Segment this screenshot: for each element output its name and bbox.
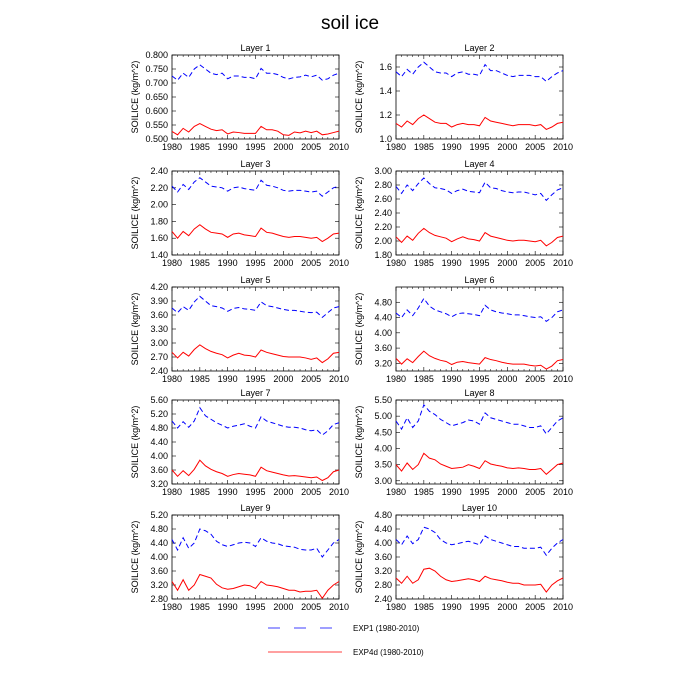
panel-title-layer-9: Layer 9: [240, 503, 271, 513]
y-tick-label: 4.80: [374, 510, 392, 520]
y-tick-label: 0.550: [145, 120, 168, 130]
y-tick-label: 3.90: [150, 296, 168, 306]
y-axis-label-layer-8: SOILICE (kg/m^2): [354, 405, 364, 479]
plot-frame-layer-9: [172, 515, 339, 599]
y-tick-label: 1.80: [374, 250, 392, 260]
series-line-exp4d-layer-9: [172, 575, 339, 599]
panel-title-layer-1: Layer 1: [240, 43, 271, 53]
y-tick-label: 1.0: [379, 134, 392, 144]
x-tick-label: 1980: [161, 258, 183, 268]
x-tick-label: 2010: [552, 258, 574, 268]
y-tick-label: 2.80: [374, 580, 392, 590]
series-line-exp1-layer-10: [396, 527, 563, 555]
x-tick-label: 1985: [189, 142, 210, 152]
panel-layer-1: [130, 43, 349, 152]
x-tick-label: 2010: [552, 142, 574, 152]
y-tick-label: 3.00: [150, 338, 168, 348]
y-tick-label: 5.20: [150, 409, 168, 419]
y-axis-label-layer-4: SOILICE (kg/m^2): [354, 176, 364, 250]
x-tick-label: 1985: [413, 374, 434, 384]
y-tick-label: 3.60: [150, 465, 168, 475]
x-tick-label: 1990: [217, 142, 238, 152]
x-tick-label: 1990: [217, 602, 238, 612]
x-tick-label: 1990: [441, 374, 462, 384]
y-tick-label: 2.60: [374, 194, 392, 204]
y-tick-label: 1.6: [379, 62, 392, 72]
panel-layer-3: [130, 159, 349, 268]
x-tick-label: 2005: [525, 487, 546, 497]
y-tick-label: 5.00: [374, 411, 392, 422]
y-tick-label: 3.30: [150, 324, 168, 334]
x-tick-label: 2010: [552, 374, 574, 384]
panel-title-layer-4: Layer 4: [464, 159, 495, 169]
panel-layer-2: [354, 43, 573, 152]
x-tick-label: 1990: [441, 258, 462, 268]
y-tick-label: 3.20: [374, 358, 392, 369]
x-tick-label: 2005: [525, 374, 546, 384]
y-tick-label: 4.40: [150, 437, 168, 447]
panel-layer-5: [130, 275, 349, 384]
x-tick-label: 2010: [328, 487, 350, 497]
plot-frame-layer-2: [396, 55, 563, 139]
y-tick-label: 2.80: [374, 180, 392, 190]
y-tick-label: 1.60: [150, 233, 168, 244]
x-tick-label: 1995: [245, 487, 266, 497]
series-line-exp1-layer-9: [172, 529, 339, 557]
x-tick-label: 1980: [161, 602, 183, 612]
x-tick-label: 1995: [469, 142, 490, 152]
x-tick-label: 1995: [245, 142, 266, 152]
x-tick-label: 1980: [385, 374, 407, 384]
series-line-exp4d-layer-1: [172, 124, 339, 136]
panel-title-layer-7: Layer 7: [240, 388, 271, 398]
x-tick-label: 1990: [441, 602, 462, 612]
series-line-exp4d-layer-5: [172, 345, 339, 363]
x-tick-label: 1985: [189, 602, 210, 612]
panel-title-layer-10: Layer 10: [461, 503, 498, 513]
y-axis-label-layer-2: SOILICE (kg/m^2): [354, 60, 364, 134]
y-tick-label: 4.00: [374, 538, 392, 548]
y-tick-label: 4.00: [374, 327, 392, 338]
x-tick-label: 2000: [273, 602, 294, 612]
panel-layer-4: [354, 159, 573, 268]
x-tick-label: 1990: [441, 142, 462, 152]
y-tick-label: 4.40: [374, 312, 392, 323]
series-line-exp4d-layer-6: [396, 351, 563, 369]
legend-label-exp1: EXP1 (1980-2010): [353, 624, 420, 633]
panel-title-layer-8: Layer 8: [464, 388, 495, 398]
y-axis-label-layer-1: SOILICE (kg/m^2): [130, 60, 140, 134]
panel-layer-10: [354, 503, 573, 612]
figure-title: soil ice: [320, 13, 380, 34]
x-tick-label: 2010: [552, 487, 574, 497]
x-tick-label: 1990: [441, 487, 462, 497]
series-line-exp1-layer-3: [172, 178, 339, 196]
y-tick-label: 0.500: [145, 134, 168, 144]
x-tick-label: 1980: [161, 374, 183, 384]
x-tick-label: 1995: [245, 602, 266, 612]
y-tick-label: 5.60: [150, 395, 168, 405]
panels-grid: [130, 43, 573, 612]
y-tick-label: 2.40: [374, 208, 392, 218]
x-tick-label: 2000: [497, 374, 518, 384]
y-axis-label-layer-10: SOILICE (kg/m^2): [354, 520, 364, 594]
x-tick-label: 1985: [189, 487, 210, 497]
panel-layer-8: [354, 388, 573, 497]
legend: [268, 624, 424, 657]
y-tick-label: 4.40: [150, 538, 168, 548]
series-line-exp1-layer-4: [396, 178, 563, 200]
x-tick-label: 1990: [217, 487, 238, 497]
series-line-exp4d-layer-2: [396, 115, 563, 129]
series-line-exp1-layer-6: [396, 298, 563, 321]
y-tick-label: 4.40: [374, 524, 392, 534]
series-line-exp4d-layer-8: [396, 453, 563, 474]
y-tick-label: 0.600: [145, 106, 168, 116]
x-tick-label: 2005: [301, 142, 322, 152]
y-tick-label: 4.50: [374, 427, 392, 438]
y-tick-label: 0.800: [145, 50, 168, 60]
x-tick-label: 1985: [189, 258, 210, 268]
y-tick-label: 3.60: [374, 343, 392, 354]
x-tick-label: 2010: [328, 602, 350, 612]
x-tick-label: 1980: [161, 142, 183, 152]
x-tick-label: 1985: [189, 374, 210, 384]
x-tick-label: 2005: [525, 602, 546, 612]
series-line-exp4d-layer-10: [396, 568, 563, 592]
x-tick-label: 1990: [217, 374, 238, 384]
panel-layer-7: [130, 388, 349, 497]
x-tick-label: 1980: [385, 142, 407, 152]
y-tick-label: 3.60: [374, 552, 392, 562]
plot-frame-layer-10: [396, 515, 563, 599]
panel-layer-6: [354, 275, 573, 384]
y-tick-label: 1.40: [150, 250, 168, 260]
y-tick-label: 2.40: [150, 366, 168, 376]
x-tick-label: 2000: [273, 374, 294, 384]
x-tick-label: 1990: [217, 258, 238, 268]
y-tick-label: 2.20: [374, 222, 392, 232]
x-tick-label: 2005: [525, 258, 546, 268]
y-tick-label: 3.20: [150, 580, 168, 590]
y-tick-label: 4.80: [374, 297, 392, 308]
x-tick-label: 1980: [385, 258, 407, 268]
panel-layer-9: [130, 503, 349, 612]
y-tick-label: 5.50: [374, 395, 392, 405]
legend-entry-exp4d: [268, 648, 424, 657]
x-tick-label: 1995: [469, 487, 490, 497]
panel-title-layer-5: Layer 5: [240, 275, 271, 285]
y-tick-label: 5.20: [150, 510, 168, 520]
panel-title-layer-6: Layer 6: [464, 275, 495, 285]
y-tick-label: 1.2: [379, 110, 392, 120]
x-tick-label: 1995: [245, 258, 266, 268]
x-tick-label: 2010: [328, 258, 350, 268]
y-tick-label: 2.40: [150, 166, 168, 176]
y-tick-label: 2.80: [150, 594, 168, 604]
y-tick-label: 4.00: [374, 443, 392, 454]
plot-frame-layer-6: [396, 287, 563, 371]
x-tick-label: 2000: [497, 487, 518, 497]
y-axis-label-layer-6: SOILICE (kg/m^2): [354, 292, 364, 366]
x-tick-label: 1995: [469, 602, 490, 612]
y-tick-label: 0.700: [145, 78, 168, 88]
series-line-exp1-layer-2: [396, 62, 563, 81]
series-line-exp1-layer-1: [172, 65, 339, 80]
x-tick-label: 1985: [413, 487, 434, 497]
y-tick-label: 4.00: [150, 451, 168, 461]
y-tick-label: 4.80: [150, 524, 168, 534]
x-tick-label: 2010: [328, 142, 350, 152]
x-tick-label: 1985: [413, 142, 434, 152]
series-line-exp1-layer-7: [172, 408, 339, 435]
x-tick-label: 2005: [301, 487, 322, 497]
series-line-exp1-layer-8: [396, 405, 563, 434]
x-tick-label: 1980: [385, 602, 407, 612]
plot-frame-layer-7: [172, 400, 339, 484]
y-tick-label: 2.70: [150, 352, 168, 362]
y-axis-label-layer-7: SOILICE (kg/m^2): [130, 405, 140, 479]
x-tick-label: 1995: [245, 374, 266, 384]
legend-label-exp4d: EXP4d (1980-2010): [353, 648, 424, 657]
x-tick-label: 1985: [413, 258, 434, 268]
x-tick-label: 2005: [301, 258, 322, 268]
y-tick-label: 2.40: [374, 594, 392, 604]
x-tick-label: 2010: [552, 602, 574, 612]
panel-title-layer-2: Layer 2: [464, 43, 495, 53]
x-tick-label: 2000: [273, 487, 294, 497]
x-tick-label: 1985: [413, 602, 434, 612]
plot-frame-layer-1: [172, 55, 339, 139]
y-tick-label: 3.60: [150, 566, 168, 576]
y-tick-label: 2.00: [374, 236, 392, 246]
y-axis-label-layer-9: SOILICE (kg/m^2): [130, 520, 140, 594]
y-tick-label: 4.20: [150, 282, 168, 292]
x-tick-label: 2010: [328, 374, 350, 384]
y-tick-label: 3.00: [374, 166, 392, 176]
y-tick-label: 4.00: [150, 552, 168, 562]
x-tick-label: 2000: [497, 142, 518, 152]
legend-entry-exp1: [268, 624, 420, 633]
series-line-exp4d-layer-7: [172, 460, 339, 480]
x-tick-label: 1995: [469, 258, 490, 268]
y-tick-label: 2.20: [150, 182, 168, 193]
series-line-exp1-layer-5: [172, 296, 339, 317]
y-tick-label: 1.4: [379, 86, 392, 96]
y-tick-label: 3.20: [374, 566, 392, 576]
plot-frame-layer-4: [396, 171, 563, 255]
panel-title-layer-3: Layer 3: [240, 159, 271, 169]
y-tick-label: 0.650: [145, 92, 168, 102]
plot-frame-layer-3: [172, 171, 339, 255]
x-tick-label: 1995: [469, 374, 490, 384]
y-axis-label-layer-5: SOILICE (kg/m^2): [130, 292, 140, 366]
x-tick-label: 2000: [273, 142, 294, 152]
series-line-exp4d-layer-4: [396, 228, 563, 246]
y-tick-label: 3.60: [150, 310, 168, 320]
y-tick-label: 3.00: [374, 475, 392, 486]
y-tick-label: 3.20: [150, 479, 168, 489]
y-axis-label-layer-3: SOILICE (kg/m^2): [130, 176, 140, 250]
y-tick-label: 2.00: [150, 199, 168, 210]
x-tick-label: 2000: [497, 602, 518, 612]
x-tick-label: 2005: [301, 602, 322, 612]
y-tick-label: 0.750: [145, 64, 168, 74]
series-line-exp4d-layer-3: [172, 225, 339, 242]
x-tick-label: 2000: [497, 258, 518, 268]
y-tick-label: 3.50: [374, 459, 392, 470]
x-tick-label: 2005: [525, 142, 546, 152]
x-tick-label: 1980: [161, 487, 183, 497]
x-tick-label: 2005: [301, 374, 322, 384]
x-tick-label: 2000: [273, 258, 294, 268]
y-tick-label: 1.80: [150, 216, 168, 227]
y-tick-label: 4.80: [150, 423, 168, 433]
x-tick-label: 1980: [385, 487, 407, 497]
